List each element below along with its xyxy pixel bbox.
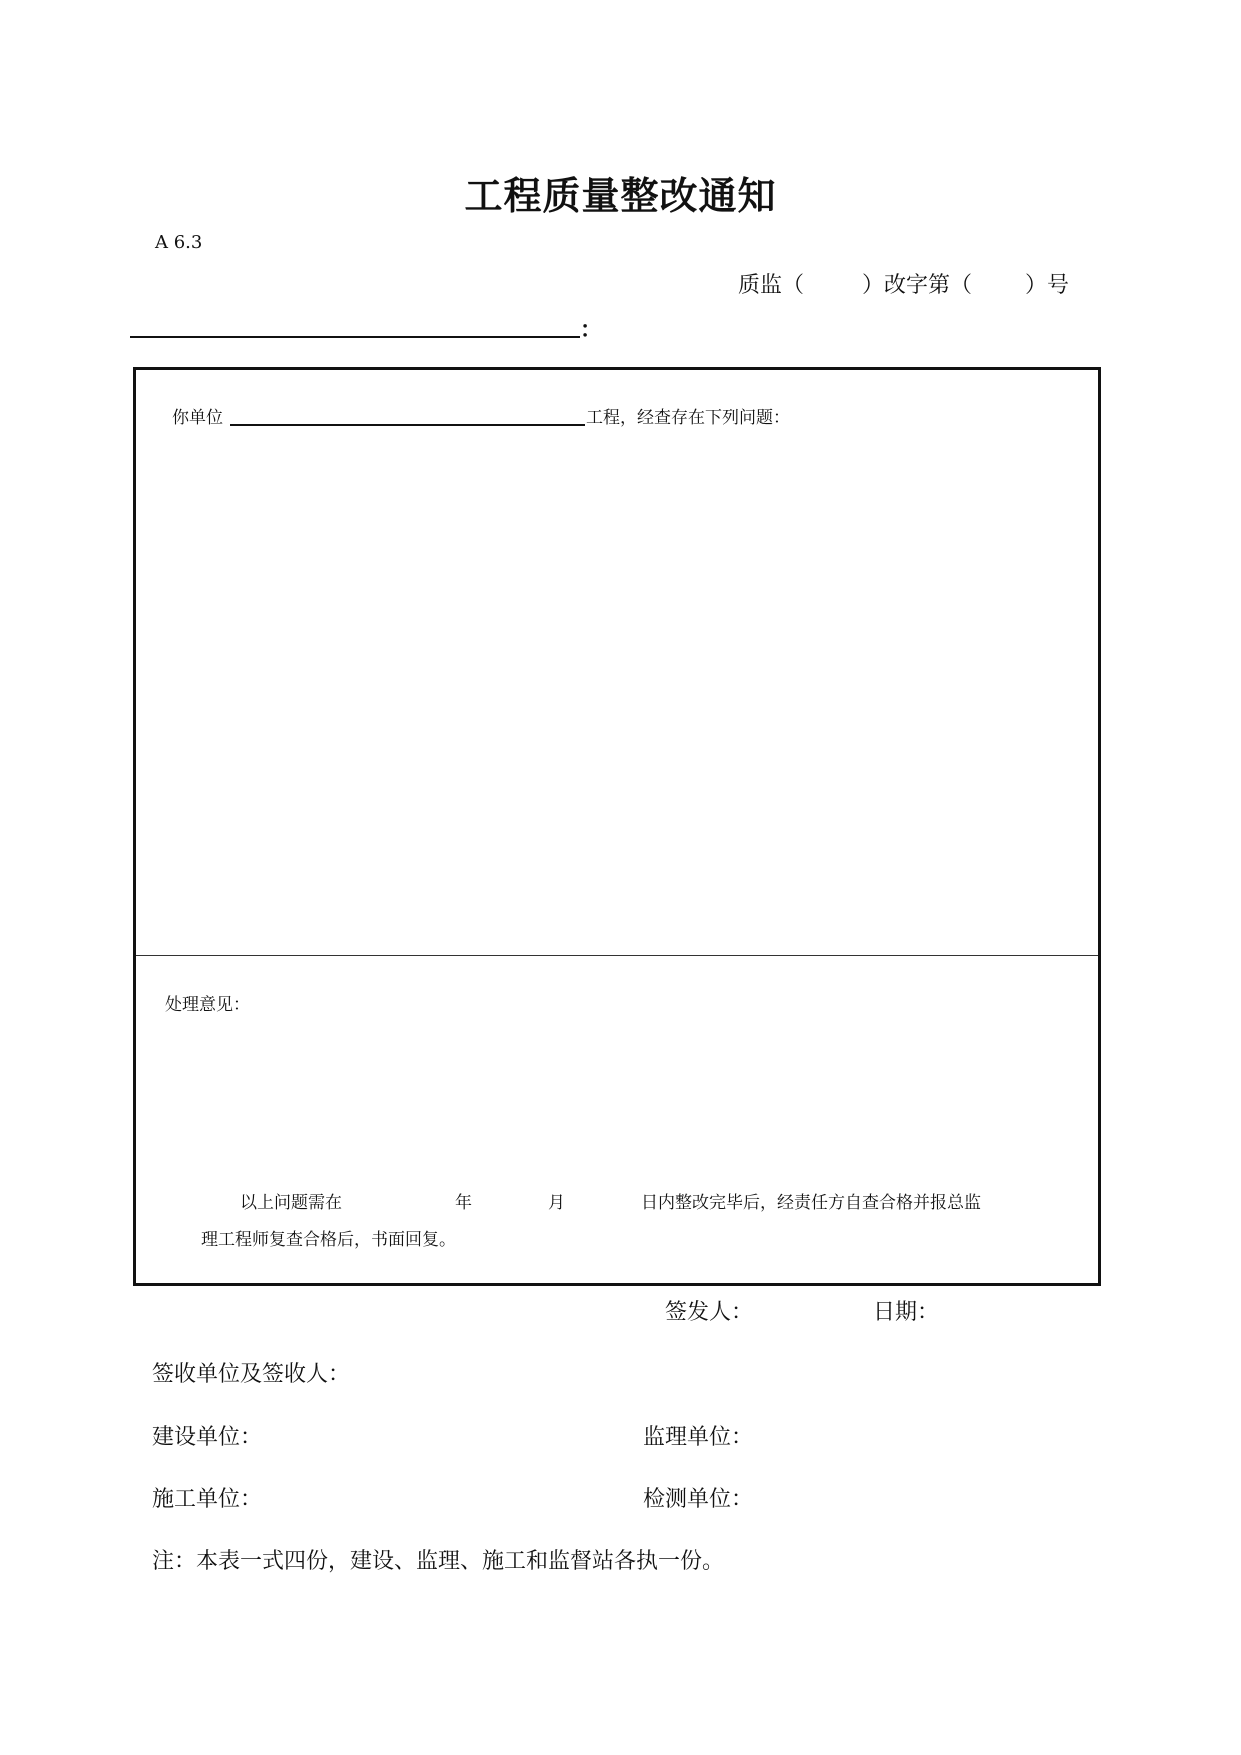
deadline-year: 年: [455, 1193, 472, 1213]
footnote: 注：本表一式四份，建设、监理、施工和监督站各执一份。: [152, 1549, 725, 1574]
doc-number-suffix: ）号: [1025, 273, 1070, 298]
page-title: 工程质量整改通知: [464, 173, 777, 218]
handling-label: 处理意见：: [165, 995, 250, 1015]
deadline-line2: 理工程师复查合格后，书面回复。: [201, 1230, 456, 1250]
date-label: 日期：: [873, 1300, 940, 1325]
section-divider: [136, 955, 1098, 956]
receivers-label: 签收单位及签收人：: [152, 1362, 351, 1387]
unit-name-line[interactable]: [230, 424, 585, 426]
issuer-label: 签发人：: [665, 1300, 754, 1325]
form-frame: [133, 367, 1101, 1286]
builder-label: 建设单位：: [152, 1425, 263, 1450]
supervisor-label: 监理单位：: [643, 1425, 754, 1450]
addressee-colon: ：: [580, 317, 603, 343]
deadline-month: 月: [548, 1193, 565, 1213]
deadline-suffix: 日内整改完毕后，经责任方自查合格并报总监: [641, 1193, 981, 1213]
doc-number-middle: ）改字第（: [862, 273, 973, 298]
doc-number-prefix: 质监（: [738, 273, 805, 298]
contractor-label: 施工单位：: [152, 1487, 263, 1512]
unit-prefix-label: 你单位: [172, 408, 223, 428]
addressee-line[interactable]: [130, 336, 580, 338]
inspection-label: 检测单位：: [643, 1487, 754, 1512]
deadline-prefix: 以上问题需在: [240, 1193, 342, 1213]
unit-suffix-label: 工程，经查存在下列问题：: [586, 408, 790, 428]
form-code: A 6.3: [155, 232, 203, 253]
